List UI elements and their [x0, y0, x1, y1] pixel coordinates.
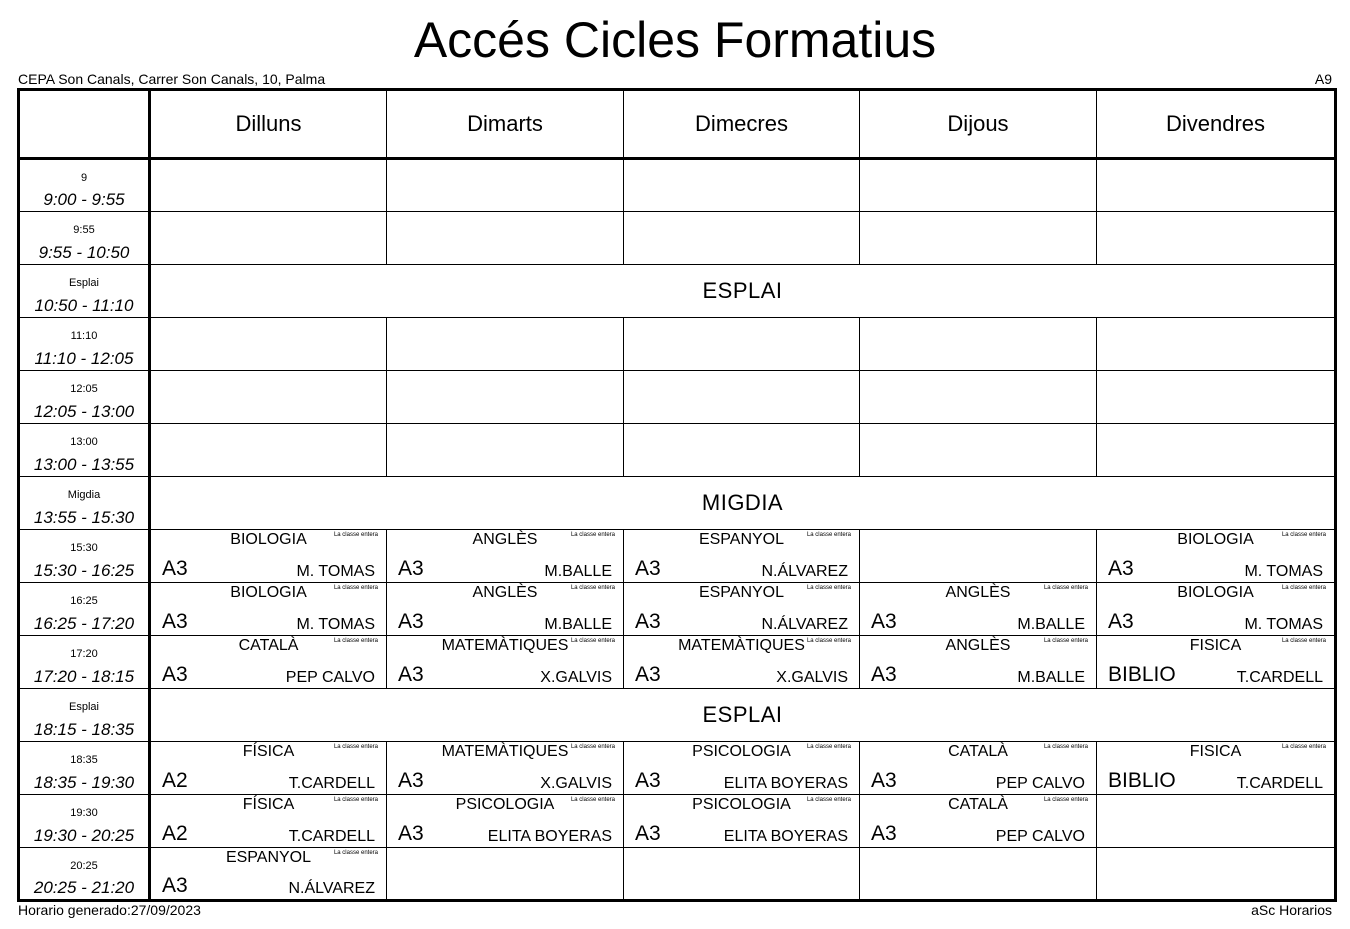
empty-cell: [860, 159, 1097, 212]
lesson-room: A3: [635, 822, 661, 845]
empty-cell: [1097, 795, 1336, 848]
period-time-cell: [19, 742, 150, 795]
lesson-room: A3: [871, 769, 897, 792]
period-name: 9: [80, 172, 88, 184]
empty-cell: [860, 530, 1097, 583]
lesson-room: A2: [162, 769, 188, 792]
school-address: CEPA Son Canals, Carrer Son Canals, 10, Palma: [18, 71, 326, 87]
empty-cell: [150, 371, 387, 424]
period-row: [19, 742, 1336, 795]
period-time-range: 18:35 - 19:30: [33, 773, 135, 792]
empty-cell: [1097, 318, 1336, 371]
lesson-group-note: La classe entera: [333, 797, 378, 803]
lesson-group-note: La classe entera: [1043, 585, 1088, 591]
empty-cell: [624, 371, 860, 424]
empty-cell: [624, 318, 860, 371]
empty-cell: [1097, 371, 1336, 424]
empty-cell: [1097, 159, 1336, 212]
lesson-teacher: T.CARDELL: [1236, 775, 1323, 792]
period-row: [19, 424, 1336, 477]
lesson-group-note: La classe entera: [333, 850, 378, 856]
lesson-room: A3: [162, 610, 188, 633]
lesson-subject: BIOLOGIA: [230, 584, 307, 601]
lesson-room: A3: [1108, 557, 1134, 580]
lesson-subject: MATEMÀTIQUES: [441, 637, 569, 654]
lesson-teacher: T.CARDELL: [288, 828, 375, 845]
lesson-room: A3: [635, 663, 661, 686]
lesson-subject: PSICOLOGIA: [692, 796, 791, 813]
lesson-cell: [624, 583, 860, 636]
lesson-group-note: La classe entera: [570, 744, 615, 750]
empty-cell: [860, 212, 1097, 265]
break-label: MIGDIA: [150, 477, 1336, 530]
lesson-room: A3: [871, 610, 897, 633]
lesson-cell: [860, 795, 1097, 848]
period-row: [19, 530, 1336, 583]
empty-cell: [387, 212, 624, 265]
lesson-room: A2: [162, 822, 188, 845]
empty-cell: [150, 424, 387, 477]
class-code: A9: [1314, 71, 1332, 87]
empty-cell: [387, 848, 624, 901]
empty-cell: [387, 318, 624, 371]
period-name: 11:10: [70, 330, 98, 342]
period-name: 20:25: [70, 860, 98, 872]
period-time-range: 13:55 - 15:30: [33, 508, 135, 527]
period-time-range: 11:10 - 12:05: [34, 349, 134, 368]
empty-cell: [860, 424, 1097, 477]
lesson-group-note: La classe entera: [570, 797, 615, 803]
period-time-range: 13:00 - 13:55: [33, 455, 135, 474]
lesson-teacher: M.BALLE: [1017, 669, 1085, 686]
break-label: ESPLAI: [150, 689, 1336, 742]
lesson-subject: MATEMÀTIQUES: [678, 637, 805, 654]
lesson-teacher: M. TOMAS: [296, 616, 375, 633]
period-time-cell: [19, 530, 150, 583]
empty-cell: [624, 848, 860, 901]
period-time-cell: [19, 689, 150, 742]
day-header-row: [19, 90, 1336, 159]
period-time-range: 17:20 - 18:15: [33, 667, 135, 686]
empty-cell: [387, 159, 624, 212]
lesson-room: A3: [635, 769, 661, 792]
timetable-body: [19, 159, 1336, 901]
lesson-room: A3: [1108, 610, 1134, 633]
period-time-range: 19:30 - 20:25: [33, 826, 135, 845]
lesson-subject: ANGLÈS: [472, 584, 538, 601]
lesson-cell: [624, 530, 860, 583]
lesson-subject: ESPANYOL: [698, 584, 785, 601]
lesson-group-note: La classe entera: [570, 585, 615, 591]
lesson-cell: [150, 583, 387, 636]
empty-cell: [860, 371, 1097, 424]
period-row: [19, 477, 1336, 530]
lesson-group-note: La classe entera: [1281, 638, 1326, 644]
lesson-teacher: N.ÁLVAREZ: [761, 563, 848, 580]
empty-cell: [150, 159, 387, 212]
lesson-group-note: La classe entera: [806, 744, 851, 750]
lesson-group-note: La classe entera: [1043, 797, 1088, 803]
lesson-group-note: La classe entera: [806, 797, 851, 803]
period-time-cell: [19, 265, 150, 318]
lesson-room: A3: [162, 663, 188, 686]
period-time-range: 15:30 - 16:25: [33, 561, 135, 580]
lesson-subject: FISICA: [1189, 637, 1242, 654]
period-name: 18:35: [70, 754, 98, 766]
lesson-cell: [150, 795, 387, 848]
period-name: 9:55: [73, 224, 95, 236]
lesson-subject: ESPANYOL: [698, 531, 785, 548]
lesson-teacher: M.BALLE: [1017, 616, 1085, 633]
generated-date: Horario generado:27/09/2023: [18, 902, 201, 918]
lesson-group-note: La classe entera: [806, 638, 851, 644]
lesson-room: A3: [635, 610, 661, 633]
period-name: Esplai: [69, 277, 99, 289]
lesson-cell: [387, 795, 624, 848]
day-header: Divendres: [1097, 90, 1336, 159]
lesson-subject: FISICA: [1189, 743, 1242, 760]
period-time-range: 10:50 - 11:10: [34, 296, 134, 315]
period-time-cell: [19, 636, 150, 689]
lesson-subject: BIOLOGIA: [230, 531, 307, 548]
lesson-group-note: La classe entera: [570, 532, 615, 538]
lesson-cell: [1097, 583, 1336, 636]
lesson-cell: [150, 530, 387, 583]
period-row: [19, 636, 1336, 689]
empty-cell: [624, 212, 860, 265]
lesson-teacher: N.ÁLVAREZ: [761, 616, 848, 633]
period-time-cell: [19, 371, 150, 424]
lesson-group-note: La classe entera: [1043, 638, 1088, 644]
lesson-room: A3: [871, 663, 897, 686]
lesson-teacher: PEP CALVO: [995, 775, 1085, 792]
lesson-room: BIBLIO: [1108, 769, 1176, 792]
lesson-cell: [387, 583, 624, 636]
period-name: 16:25: [70, 595, 98, 607]
lesson-teacher: M. TOMAS: [1244, 563, 1323, 580]
lesson-room: A3: [398, 557, 424, 580]
period-time-range: 20:25 - 21:20: [33, 878, 135, 897]
lesson-subject: ANGLÈS: [472, 531, 538, 548]
lesson-cell: [150, 848, 387, 901]
lesson-teacher: T.CARDELL: [288, 775, 375, 792]
period-time-cell: [19, 159, 150, 212]
lesson-teacher: M.BALLE: [544, 616, 612, 633]
break-label: ESPLAI: [150, 265, 1336, 318]
period-time-range: 12:05 - 13:00: [33, 402, 135, 421]
lesson-subject: ANGLÈS: [945, 584, 1011, 601]
period-name: 12:05: [70, 383, 98, 395]
lesson-group-note: La classe entera: [806, 585, 851, 591]
lesson-subject: BIOLOGIA: [1177, 531, 1254, 548]
period-row: [19, 795, 1336, 848]
lesson-group-note: La classe entera: [333, 532, 378, 538]
day-header: Dijous: [860, 90, 1097, 159]
lesson-group-note: La classe entera: [806, 532, 851, 538]
period-row: [19, 848, 1336, 901]
lesson-group-note: La classe entera: [570, 638, 615, 644]
period-time-cell: [19, 318, 150, 371]
period-name: Migdia: [67, 489, 101, 501]
lesson-cell: [387, 636, 624, 689]
period-time-cell: [19, 848, 150, 901]
lesson-room: A3: [398, 663, 424, 686]
lesson-teacher: ELITA BOYERAS: [487, 828, 612, 845]
period-row: [19, 371, 1336, 424]
period-row: [19, 212, 1336, 265]
day-header: Dimarts: [387, 90, 624, 159]
lesson-cell: [1097, 636, 1336, 689]
lesson-subject: CATALÀ: [238, 637, 299, 654]
software-credit: aSc Horarios: [1251, 902, 1332, 918]
empty-cell: [624, 159, 860, 212]
lesson-subject: ANGLÈS: [945, 637, 1011, 654]
lesson-cell: [1097, 530, 1336, 583]
lesson-teacher: M. TOMAS: [296, 563, 375, 580]
lesson-room: A3: [398, 769, 424, 792]
lesson-group-note: La classe entera: [1281, 744, 1326, 750]
lesson-teacher: ELITA BOYERAS: [723, 775, 848, 792]
period-name: 17:20: [70, 648, 98, 660]
empty-cell: [624, 424, 860, 477]
lesson-room: A3: [635, 557, 661, 580]
empty-cell: [1097, 848, 1336, 901]
lesson-subject: BIOLOGIA: [1177, 584, 1254, 601]
period-time-range: 9:55 - 10:50: [38, 243, 130, 262]
period-name: 13:00: [70, 436, 98, 448]
timetable: [17, 88, 1337, 902]
lesson-cell: [387, 530, 624, 583]
page-title: Accés Cicles Formatius: [413, 12, 937, 68]
lesson-teacher: ELITA BOYERAS: [723, 828, 848, 845]
corner-cell: [19, 90, 150, 159]
lesson-teacher: X.GALVIS: [540, 669, 612, 686]
lesson-teacher: X.GALVIS: [540, 775, 612, 792]
lesson-cell: [624, 636, 860, 689]
period-time-range: 18:15 - 18:35: [33, 720, 135, 739]
lesson-subject: CATALÀ: [948, 796, 1008, 813]
lesson-subject: PSICOLOGIA: [692, 743, 791, 760]
lesson-teacher: PEP CALVO: [285, 669, 375, 686]
period-name: 15:30: [70, 542, 98, 554]
lesson-room: BIBLIO: [1108, 663, 1176, 686]
lesson-cell: [1097, 742, 1336, 795]
period-name: Esplai: [69, 701, 99, 713]
lesson-teacher: M.BALLE: [544, 563, 612, 580]
period-time-cell: [19, 477, 150, 530]
lesson-group-note: La classe entera: [333, 585, 378, 591]
lesson-subject: ESPANYOL: [225, 849, 312, 866]
empty-cell: [1097, 212, 1336, 265]
period-time-cell: [19, 583, 150, 636]
lesson-subject: PSICOLOGIA: [455, 796, 555, 813]
period-row: [19, 318, 1336, 371]
empty-cell: [387, 371, 624, 424]
lesson-teacher: T.CARDELL: [1236, 669, 1323, 686]
empty-cell: [860, 848, 1097, 901]
empty-cell: [860, 318, 1097, 371]
period-row: [19, 159, 1336, 212]
lesson-cell: [150, 742, 387, 795]
lesson-cell: [860, 636, 1097, 689]
lesson-cell: [624, 795, 860, 848]
empty-cell: [387, 424, 624, 477]
lesson-subject: CATALÀ: [948, 743, 1008, 760]
period-time-range: 9:00 - 9:55: [43, 190, 125, 209]
lesson-cell: [860, 742, 1097, 795]
period-name: 19:30: [70, 807, 98, 819]
lesson-teacher: M. TOMAS: [1244, 616, 1323, 633]
lesson-subject: FÍSICA: [242, 743, 295, 760]
period-time-cell: [19, 212, 150, 265]
lesson-group-note: La classe entera: [1281, 532, 1326, 538]
lesson-teacher: N.ÁLVAREZ: [288, 880, 375, 897]
period-time-cell: [19, 795, 150, 848]
lesson-cell: [387, 742, 624, 795]
lesson-group-note: La classe entera: [1281, 585, 1326, 591]
lesson-room: A3: [871, 822, 897, 845]
day-header: Dilluns: [150, 90, 387, 159]
lesson-teacher: X.GALVIS: [776, 669, 848, 686]
lesson-cell: [150, 636, 387, 689]
lesson-room: A3: [162, 874, 188, 897]
lesson-teacher: PEP CALVO: [995, 828, 1085, 845]
period-time-range: 16:25 - 17:20: [33, 614, 135, 633]
lesson-cell: [860, 583, 1097, 636]
lesson-group-note: La classe entera: [1043, 744, 1088, 750]
lesson-cell: [624, 742, 860, 795]
lesson-group-note: La classe entera: [333, 638, 378, 644]
period-row: [19, 583, 1336, 636]
period-row: [19, 265, 1336, 318]
lesson-room: A3: [398, 610, 424, 633]
period-time-cell: [19, 424, 150, 477]
lesson-room: A3: [162, 557, 188, 580]
empty-cell: [1097, 424, 1336, 477]
empty-cell: [150, 318, 387, 371]
lesson-subject: MATEMÀTIQUES: [441, 743, 569, 760]
empty-cell: [150, 212, 387, 265]
lesson-group-note: La classe entera: [333, 744, 378, 750]
lesson-subject: FÍSICA: [242, 796, 295, 813]
day-header: Dimecres: [624, 90, 860, 159]
lesson-room: A3: [398, 822, 424, 845]
period-row: [19, 689, 1336, 742]
